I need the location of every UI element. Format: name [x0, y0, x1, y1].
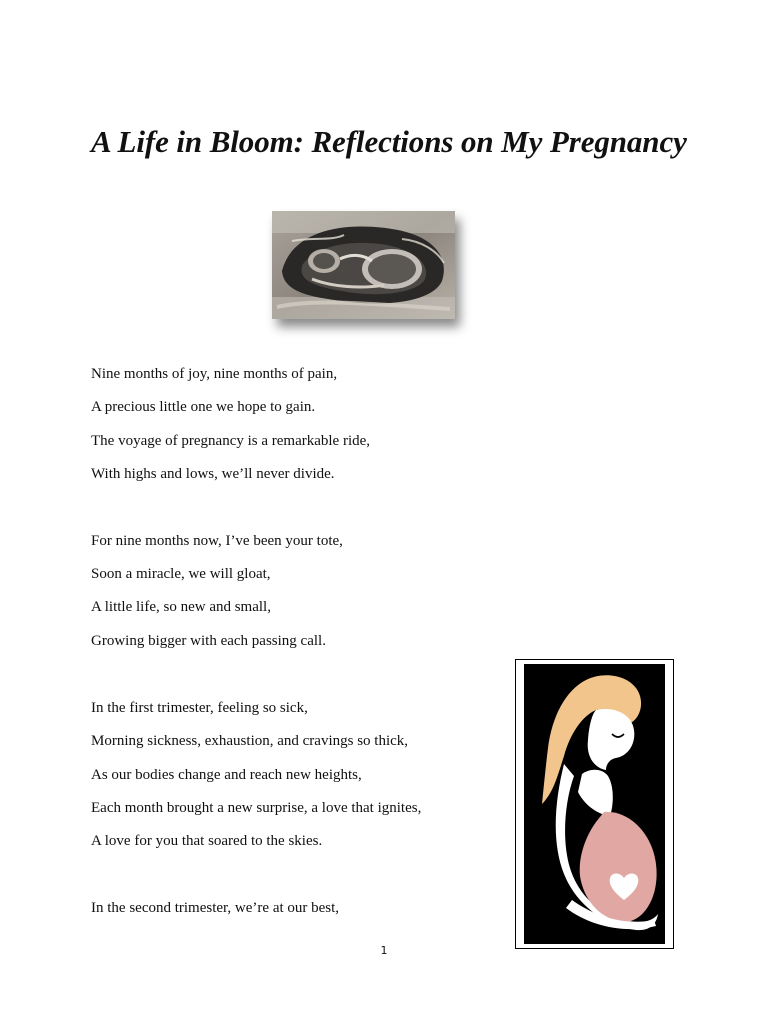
poem-line: A precious little one we hope to gain. — [91, 399, 316, 415]
poem-line: Morning sickness, exhaustion, and cravings so thick, — [91, 733, 409, 749]
ultrasound-image — [272, 211, 455, 319]
poem-line: For nine months now, I’ve been your tote, — [91, 533, 343, 549]
poem-line: In the second trimester, we’re at our best, — [91, 900, 340, 916]
poem-line: A little life, so new and small, — [91, 599, 271, 615]
poem-line: A love for you that soared to the skies. — [91, 833, 323, 849]
page-number: 1 — [380, 944, 388, 957]
poem-line: The voyage of pregnancy is a remarkable ride, — [91, 433, 371, 449]
poem-line: Growing bigger with each passing call. — [91, 633, 326, 649]
poem-line: With highs and lows, we’ll never divide. — [91, 466, 335, 482]
poem-line: Each month brought a new surprise, a love that ignites, — [91, 800, 422, 816]
poem-line: Soon a miracle, we will gloat, — [91, 566, 271, 582]
poem-line: In the first trimester, feeling so sick, — [91, 700, 308, 716]
document-title: A Life in Bloom: Reflections on My Pregnancy — [91, 124, 687, 159]
poem-line: As our bodies change and reach new heights, — [91, 767, 362, 783]
pregnant-woman-silhouette-icon — [515, 659, 674, 949]
poem-line: Nine months of joy, nine months of pain, — [91, 366, 338, 382]
